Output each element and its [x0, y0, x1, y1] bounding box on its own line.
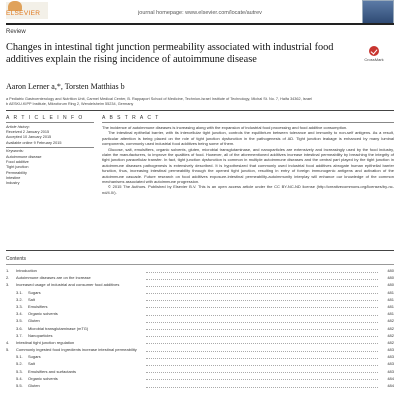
toc-leader-dots	[146, 387, 378, 388]
toc-page-number: 480	[387, 275, 394, 281]
toc-page-number: 482	[387, 332, 394, 338]
toc-leader-dots	[146, 379, 378, 380]
keywords-label: Keywords:	[6, 149, 24, 153]
toc-leader-dots	[146, 329, 378, 330]
crossmark-icon	[369, 46, 379, 56]
toc-number: 5.5.	[16, 383, 23, 388]
history-label: Article history:	[6, 125, 30, 129]
toc-leader-dots	[146, 300, 378, 301]
keyword: Intestine	[6, 175, 21, 180]
abstract-paragraph: Glucose, salt, emulsifiers, organic solvents, gluten, microbial transglutaminase, and nanoparticles are extensively and increasingly used by the food industry, claim the manufacturers, to improve the qualities of food. However, all of the aforementioned additives increase intestinal permeability by breaching the integrity of tight junction paracellular transfer. In fact, tight junction dysfunction is common in multiple autoimmune diseases and the central part played by the tight junction in autoimmune diseases pathogenesis is extensively described. It is hypothesized that commonly used industrial food additives abrogate human epithelial barrier function, thus, increasing intestinal permeability through the opened tight junction, resulting in entry of foreign immunogenic antigens and activation of the autoimmune cascade. Future research on food additives exposure-intestinal permeability-autoimmunity interplay will enhance our knowledge of the common mechanisms associated with autoimmune progression.	[102, 146, 394, 185]
toc-number: 4.	[6, 339, 10, 345]
toc-page-number: 481	[387, 289, 394, 295]
keyword-list	[6, 155, 94, 186]
article-type: Review	[6, 29, 26, 35]
article-info-heading: A R T I C L E I N F O	[6, 115, 84, 121]
toc-entry[interactable]	[6, 353, 394, 360]
header-divider	[6, 23, 394, 25]
crossmark-label: CrossMark	[364, 57, 384, 62]
toc-title[interactable]: Gluten	[28, 318, 40, 324]
journal-cover-image	[362, 0, 394, 24]
toc-title[interactable]: Autoimmune diseases are on the increase	[16, 275, 91, 281]
divider	[6, 250, 394, 251]
article-title: Changes in intestinal tight junction permeability associated with industrial food additives explain the rising incidence of autoimmune disease	[6, 42, 334, 65]
toc-page-number: 484	[387, 383, 394, 388]
toc-entry[interactable]	[6, 281, 394, 288]
toc-number: 5.4.	[16, 375, 23, 381]
keyword: Permeability	[6, 170, 27, 175]
toc-number: 5.2.	[16, 361, 23, 367]
toc-title[interactable]: Introduction	[16, 268, 37, 273]
toc-page-number: 482	[387, 339, 394, 345]
toc-number: 3.1.	[16, 289, 23, 295]
toc-entry[interactable]	[6, 368, 394, 375]
author-list[interactable]: Aaron Lerner a,*, Torsten Matthias b	[6, 82, 125, 91]
toc-entry[interactable]	[6, 346, 394, 353]
toc-entry[interactable]	[6, 317, 394, 324]
contents-heading: Contents	[6, 256, 27, 262]
toc-number: 3.5.	[16, 318, 23, 324]
keyword: Industry	[6, 181, 20, 186]
accepted-date: Accepted 10 January 2015	[6, 135, 52, 140]
toc-page-number: 482	[387, 318, 394, 324]
affiliation: a Pediatric Gastroenterology and Nutrition Unit, Carmel Medical Center, B. Rappaport School of Medicine, Technion-Israel Institute of Technology, Michal St. No. 7, Haifa 34362, Israel	[6, 97, 313, 101]
abstract-heading: A B S T R A C T	[102, 115, 160, 121]
toc-page-number: 483	[387, 368, 394, 374]
toc-number: 5.	[6, 347, 10, 353]
toc-title[interactable]: Salt	[28, 296, 35, 302]
toc-entry[interactable]	[6, 296, 394, 303]
online-date: Available online 9 February 2015	[6, 140, 62, 145]
abstract-body	[102, 125, 394, 195]
toc-page-number: 483	[387, 347, 394, 353]
toc-leader-dots	[146, 372, 378, 373]
toc-title[interactable]: Gluten	[28, 383, 40, 388]
toc-page-number: 480	[387, 268, 394, 273]
toc-title[interactable]: Emulsifiers and surfactants	[28, 368, 77, 374]
abstract-paragraph: The intestinal epithelial barrier, with its intercellular tight junction, controls the equilibrium between tolerance and immunity to non-self antigens. As a result, particular attention is being placed on the role of tight junction dysfunction in the pathogenesis of AD. Tight junction leakage is enhanced by many luminal components, commonly used industrial food additives being some of them.	[102, 130, 394, 147]
toc-entry[interactable]	[6, 360, 394, 367]
toc-number: 2.	[6, 275, 10, 281]
toc-title[interactable]: Nanoparticles	[28, 332, 53, 338]
toc-page-number: 483	[387, 361, 394, 367]
toc-page-number: 484	[387, 375, 394, 381]
toc-page-number: 481	[387, 311, 394, 317]
toc-leader-dots	[146, 351, 378, 352]
toc-entry[interactable]	[6, 375, 394, 382]
affiliation: b AESKU.KIPP Institute, Mikroforum Ring 2, Wendelsheim 55234, Germany	[6, 102, 134, 106]
toc-leader-dots	[146, 286, 378, 287]
toc-number: 1.	[6, 268, 10, 273]
toc-number: 3.7.	[16, 332, 23, 338]
divider	[6, 110, 394, 111]
toc-number: 3.6.	[16, 325, 23, 331]
toc-entry[interactable]	[6, 267, 394, 274]
toc-leader-dots	[146, 293, 378, 294]
received-date: Received 2 January 2015	[6, 130, 50, 135]
toc-leader-dots	[146, 336, 378, 337]
toc-title[interactable]: Increased usage of industrial and consumer food additives	[16, 282, 120, 288]
toc-entry[interactable]	[6, 310, 394, 317]
toc-leader-dots	[146, 279, 378, 280]
publisher-name: ELSEVIER	[6, 10, 41, 17]
toc-entry[interactable]	[6, 325, 394, 332]
toc-title[interactable]: Microbial transglutaminase (mTG)	[28, 325, 89, 331]
toc-entry[interactable]	[6, 274, 394, 281]
toc-number: 3.	[6, 282, 10, 288]
toc-leader-dots	[146, 343, 378, 344]
toc-number: 5.3.	[16, 368, 23, 374]
toc-page-number: 481	[387, 303, 394, 309]
article-history	[6, 125, 94, 146]
toc-entry[interactable]	[6, 332, 394, 339]
license-statement[interactable]: © 2015 The Authors. Published by Elsevier B.V. This is an open access article under the CC BY-NC-ND license (http://creativecommons.org/licenses/by-nc-nd/4.0/).	[102, 184, 394, 195]
keyword: Autoimmune disease	[6, 155, 42, 159]
toc-number: 3.3.	[16, 303, 23, 309]
toc-page-number: 481	[387, 296, 394, 302]
toc-number: 3.4.	[16, 311, 23, 317]
divider	[102, 122, 394, 123]
toc-entry[interactable]	[6, 339, 394, 346]
toc-title[interactable]: Salt	[28, 361, 35, 367]
journal-homepage[interactable]: journal homepage: www.elsevier.com/locate/autrev	[138, 10, 262, 16]
abstract-paragraph: The incidence of autoimmune diseases is increasing along with the expansion of industrial food processing and food additive consumption.	[102, 125, 348, 130]
divider	[6, 147, 94, 148]
toc-page-number: 480	[387, 282, 394, 288]
toc-leader-dots	[146, 272, 378, 273]
toc-leader-dots	[146, 358, 378, 359]
toc-entry[interactable]	[6, 382, 394, 389]
toc-title[interactable]: Emulsifiers	[28, 303, 48, 309]
toc-title[interactable]: Commonly ingested food ingredients increase intestinal permeability	[16, 347, 137, 353]
toc-entry[interactable]	[6, 303, 394, 310]
toc-title[interactable]: Organic solvents	[28, 375, 58, 381]
toc-title[interactable]: Organic solvents	[28, 311, 58, 317]
toc-page-number: 483	[387, 354, 394, 360]
toc-number: 3.2.	[16, 296, 23, 302]
toc-title[interactable]: Sugars	[28, 289, 41, 295]
toc-title[interactable]: Sugars	[28, 354, 41, 360]
divider	[6, 122, 94, 123]
toc-entry[interactable]	[6, 289, 394, 296]
toc-leader-dots	[146, 322, 378, 323]
toc-page-number: 482	[387, 325, 394, 331]
toc-leader-dots	[146, 365, 378, 366]
keyword: Tight junction	[6, 165, 29, 170]
table-of-contents	[6, 267, 394, 389]
divider	[6, 264, 394, 265]
toc-leader-dots	[146, 315, 378, 316]
toc-number: 5.1.	[16, 354, 23, 360]
toc-title[interactable]: Intestinal tight junction regulation	[16, 339, 75, 345]
toc-leader-dots	[146, 307, 378, 308]
crossmark-button[interactable]	[355, 46, 393, 62]
keyword: Food additive	[6, 160, 29, 165]
